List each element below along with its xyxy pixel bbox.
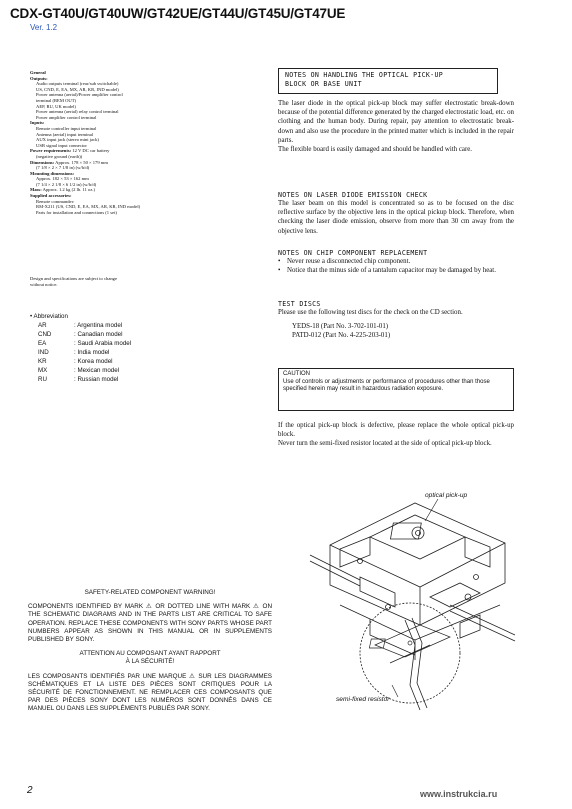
spec-note	[30, 276, 230, 287]
abbr-desc: : Canadian model	[74, 331, 123, 338]
laser-para: The laser beam on this model is concentrated so as to be focused on the disc reflective surface by the objective lens in the optical pickup block. Therefore, when checking the laser diode emission, observe from more than 30 cm away from the objective lens.	[278, 200, 514, 235]
spec-mass: Approx. 1.2 kg (2 lb. 11 oz.)	[42, 187, 96, 193]
abbr-code: RU	[38, 376, 47, 383]
safety-heading: SAFETY-RELATED COMPONENT WARNING!	[84, 589, 216, 596]
pickup-replace-note	[278, 421, 514, 449]
abbr-desc: : Saudi Arabia model	[74, 340, 132, 347]
test-disc-1: YEDS-18 (Part No. 3-702-101-01)	[292, 323, 389, 331]
chip-heading: NOTES ON CHIP COMPONENT REPLACEMENT	[278, 249, 428, 257]
spec-output-line: Power antenna (aerial) relay control terminal	[36, 109, 119, 115]
spec-input-line: Antenna (aerial) input terminal	[36, 131, 94, 137]
pickup-note-para: If the optical pick-up block is defective, please replace the whole optical pick-up block.	[278, 422, 514, 439]
safety-english: COMPONENTS IDENTIFIED BY MARK ⚠ OR DOTTED LINE WITH MARK ⚠ ON THE SCHEMATIC DIAGRAMS AND IN THE PARTS LIST ARE CRITICAL TO SAFE OPERATION. REPLACE THESE COMPONENTS WITH SONY PARTS WHOSE PART NUMBERS APPEAR AS SHOWN IN THIS MANUAL OR IN SUPPLEMENTS PUBLISHED BY SONY.	[28, 603, 272, 644]
spec-supplied-line: RM-X211 (US, CND, E, EA, MX, AR, KR, IND model)	[36, 204, 141, 210]
spec-mounting-label: Mounting dimensions:	[30, 170, 75, 176]
abbr-code: KR	[38, 358, 47, 365]
chip-item: • Notice that the minus side of a tantalum capacitor may be damaged by heat.	[278, 267, 496, 275]
spec-mounting: Approx. 182 × 53 × 162 mm	[36, 176, 89, 182]
spec-output-line: Audio outputs terminal (rear/sub switchable)	[36, 81, 119, 87]
abbr-code: AR	[38, 322, 47, 329]
spec-outputs-label: Outputs:	[30, 75, 48, 81]
safety-french-heading-2: À LA SÉCURITÉ!	[125, 658, 175, 666]
spec-mounting-2: (7 1/4 × 2 1/8 × 6 1/2 in) (w/h/d)	[36, 181, 97, 187]
test-disc-2: PATD-012 (Part No. 4-225-203-01)	[292, 332, 391, 340]
spec-power-label: Power requirements:	[30, 148, 72, 154]
spec-input-line: AUX input jack (stereo mini jack)	[36, 137, 99, 143]
abbr-desc: : Korea model	[74, 358, 113, 365]
spec-output-line: US, CND, E, EA, MX, AR, KR, IND model)	[36, 86, 119, 92]
spec-dimensions-2: (7 1/8 × 2 × 7 1/8 in) (w/h/d)	[36, 165, 90, 171]
abbreviation-row	[30, 366, 131, 375]
safety-french: LES COMPOSANTS IDENTIFIÉS PAR UNE MARQUE ⚠ SUR LES DIAGRAMMES SCHÉMATIQUES ET LA LISTE DES PIÈCES SONT CRITIQUES POUR LA SÉCURITÉ DE FONCTIONNEMENT. NE REMPLACER CES COMPOSANTS QUE PAR DES PIÈCES SONY DONT LES NUMÉROS SONT DONNÉS DANS CE MANUEL OU DANS LES SUPPLÉMENTS PUBLIÉS PAR SONY.	[28, 672, 272, 713]
abbr-code: MX	[38, 367, 48, 374]
optical-heading-line2: BLOCK OR BASE UNIT	[285, 80, 362, 89]
caution-box	[278, 368, 514, 411]
spec-dimensions: Approx. 178 × 50 × 179 mm	[55, 159, 108, 165]
test-discs-section	[278, 300, 514, 341]
abbr-desc: : Argentina model	[74, 322, 123, 329]
abbr-desc: : Mexican model	[74, 367, 120, 374]
spec-supplied-label: Supplied accessories:	[30, 193, 72, 199]
spec-general-heading: General	[30, 70, 46, 75]
abbreviation-row	[30, 321, 131, 330]
spec-note-line: without notice.	[30, 281, 58, 287]
spec-note-line: Design and specifications are subject to change	[30, 276, 117, 281]
abbreviation-row	[30, 357, 131, 366]
abbreviation-row	[30, 339, 131, 348]
pickup-note-para: Never turn the semi-fixed resistor located at the side of optical pick-up block.	[278, 440, 492, 448]
spec-supplied-line: Parts for installation and connections (1 set)	[36, 209, 117, 215]
chip-item-text: Notice that the minus side of a tantalum capacitor may be damaged by heat.	[287, 267, 496, 275]
abbreviation-row	[30, 348, 131, 357]
test-discs-para: Please use the following test discs for the check on the CD section.	[278, 309, 463, 316]
abbr-code: IND	[38, 349, 49, 356]
optical-handling-text	[278, 99, 514, 154]
abbr-desc: : Russian model	[74, 376, 119, 383]
spec-input-line: USB signal input connector	[36, 142, 87, 148]
safety-warning	[28, 589, 272, 714]
spec-output-line: AEP, RU, UK model)	[36, 103, 76, 109]
spec-mass-label: Mass:	[30, 187, 42, 193]
laser-heading: NOTES ON LASER DIODE EMISSION CHECK	[278, 191, 428, 199]
page-title: CDX-GT40U/GT40UW/GT42UE/GT44U/GT45U/GT47UE	[10, 6, 346, 21]
optical-heading-line1: NOTES ON HANDLING THE OPTICAL PICK-UP	[285, 71, 443, 79]
spec-input-line: Remote controller input terminal	[36, 125, 97, 131]
test-discs-heading: TEST DISCS	[278, 300, 321, 308]
chip-item-text: Never reuse a disconnected chip component.	[287, 258, 411, 265]
optical-pickup-diagram	[300, 485, 530, 725]
abbreviation-row	[30, 375, 131, 384]
version-label: Ver. 1.2	[30, 23, 58, 32]
spec-output-line: terminal (REM OUT)	[36, 97, 77, 103]
abbr-desc: : India model	[74, 349, 110, 356]
watermark: www.instrukcia.ru	[420, 789, 498, 799]
chip-section	[278, 249, 514, 275]
optical-para: The laser diode in the optical pick-up block may suffer electrostatic break-down because of the potential difference generated by the charged electrostatic load, etc. on clothing and the human body. During repair, pay attention to electrostatic break-down and also use the procedure in the printed matter which is included in the repair parts.	[278, 100, 514, 144]
page-number: 2	[27, 785, 33, 796]
optical-para: The flexible board is easily damaged and should be handled with care.	[278, 146, 473, 154]
laser-section	[278, 191, 514, 236]
spec-power-2: (negative ground (earth))	[36, 153, 83, 159]
chip-item: • Never reuse a disconnected chip component.	[278, 258, 411, 265]
spec-output-line: Power antenna (aerial)/Power amplifier control	[36, 92, 123, 98]
semi-fixed-resistor-label: semi-fixed resistor	[336, 696, 390, 703]
abbreviation-title: Abbreviation	[33, 313, 68, 320]
optical-handling-heading-box	[278, 68, 498, 94]
spec-output-line: Power amplifier control terminal	[36, 114, 97, 120]
abbreviation-list: • Abbreviation AR : Argentina model CND : Canadian model EA : Saudi Arabia model IND : India model KR : Korea model MX : Mexican model RU : Russian model	[30, 313, 132, 383]
caution-text: Use of controls or adjustments or performance of procedures other than those specified herein may result in hazardous radiation exposure.	[283, 378, 490, 393]
abbr-code: CND	[38, 331, 52, 338]
abbr-code: EA	[38, 340, 47, 347]
spec-dimensions-label: Dimensions:	[30, 159, 55, 165]
safety-french-heading-1: ATTENTION AU COMPOSANT AYANT RAPPORT	[79, 650, 221, 658]
specifications	[30, 70, 230, 215]
spec-inputs-label: Inputs:	[30, 120, 45, 126]
optical-pickup-label: optical pick-up	[425, 492, 468, 499]
caution-title: CAUTION	[283, 371, 310, 377]
abbreviation-row	[30, 330, 131, 339]
spec-supplied-line: Remote commander:	[36, 198, 75, 204]
spec-power: 12 V DC car battery	[72, 148, 110, 154]
